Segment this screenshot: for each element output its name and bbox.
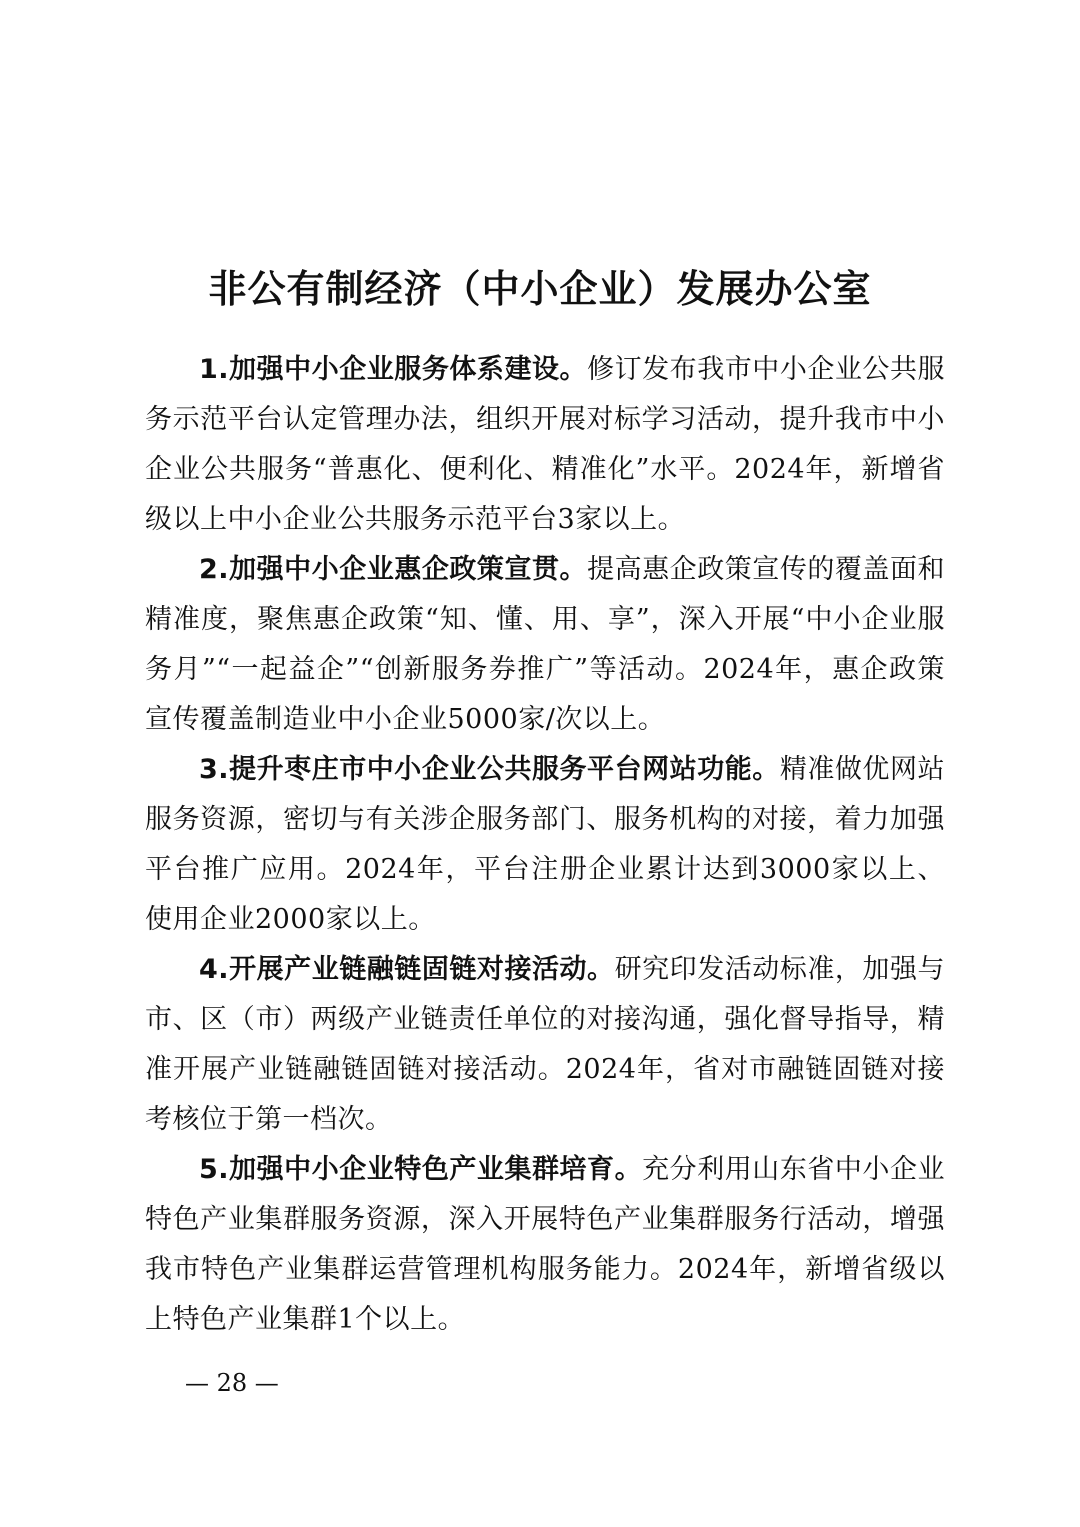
section-4 <box>145 945 945 1145</box>
section-heading: 4.开展产业链融链固链对接活动。 <box>199 954 615 985</box>
section-body: 提高惠企政策宣传的覆盖面和精准度，聚焦惠企政策“知、懂、用、享”，深入开展“中小企业服务月”“一起益企”“创新服务券推广”等活动。2024年，惠企政策宣传覆盖制造业中小企业5000家/次以上。 <box>145 554 946 735</box>
section-1 <box>145 345 945 545</box>
section-heading: 3.提升枣庄市中小企业公共服务平台网站功能。 <box>199 754 780 785</box>
section-3 <box>145 745 945 945</box>
section-5 <box>145 1145 945 1345</box>
section-body: 研究印发活动标准，加强与市、区（市）两级产业链责任单位的对接沟通，强化督导指导，精准开展产业链融链固链对接活动。2024年，省对市融链固链对接考核位于第一档次。 <box>145 954 945 1135</box>
document-body <box>145 345 945 1345</box>
section-heading: 1.加强中小企业服务体系建设。 <box>199 354 588 385</box>
section-2 <box>145 545 945 745</box>
section-body: 精准做优网站服务资源，密切与有关涉企服务部门、服务机构的对接，着力加强平台推广应用。2024年，平台注册企业累计达到3000家以上、使用企业2000家以上。 <box>145 754 945 935</box>
page-title: 非公有制经济（中小企业）发展办公室 <box>208 267 872 312</box>
section-body: 充分利用山东省中小企业特色产业集群服务资源，深入开展特色产业集群服务行活动，增强我市特色产业集群运营管理机构服务能力。2024年，新增省级以上特色产业集群1个以上。 <box>145 1154 946 1335</box>
page-number: — 28 — <box>185 1369 279 1397</box>
section-heading: 5.加强中小企业特色产业集群培育。 <box>199 1154 643 1185</box>
section-body: 修订发布我市中小企业公共服务示范平台认定管理办法，组织开展对标学习活动，提升我市中小企业公共服务“普惠化、便利化、精准化”水平。2024年，新增省级以上中小企业公共服务示范平台3家以上。 <box>145 354 946 535</box>
section-heading: 2.加强中小企业惠企政策宣贯。 <box>199 554 588 585</box>
